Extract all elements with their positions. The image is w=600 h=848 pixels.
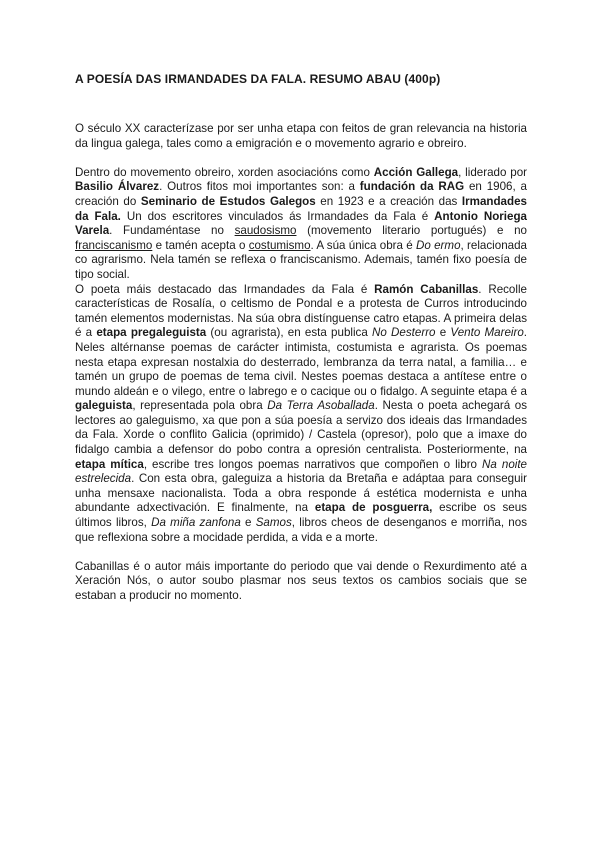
text-run: Dentro do movemento obreiro, xorden asociacións como — [75, 165, 374, 179]
underlined-term: saudosismo — [234, 224, 297, 238]
italic-title: Do ermo — [416, 238, 461, 252]
bold-term: Antonio Noriega Varela — [75, 209, 528, 238]
bold-term: Irmandades da Fala. — [75, 194, 527, 223]
text-run: Cabanillas é o autor máis importante do periodo que vai dende o Rexurdimento até a Xeración Nós, o autor soubo plasmar nos seus textos os cambios sociais que se estaban a producir no momento. — [75, 559, 527, 602]
italic-title: Da miña zanfona — [151, 516, 241, 530]
bold-term: Seminario de Estudos Galegos — [140, 194, 316, 208]
text-run: Un dos escritores vinculados ás Irmandades da Fala é — [120, 209, 435, 223]
document-title: A POESÍA DAS IRMANDADES DA FALA. RESUMO ABAU (400p) — [75, 72, 441, 86]
text-run: (movemento literario portugués) e no — [296, 224, 527, 238]
italic-title: Samos — [255, 516, 292, 530]
bold-term: galeguista — [75, 399, 133, 413]
bold-term: etapa de posguerra, — [314, 501, 433, 515]
text-run: en 1923 e a creación das — [315, 194, 462, 208]
text-run: . Recolle características de Rosalía, o celtismo de Pondal e a protesta de Curros introducindo tamén elementos modernistas. Na súa obra distínguense catro etapas. A primeira delas é a — [75, 282, 527, 340]
text-run: , representada pola obra — [132, 399, 268, 413]
paragraph-cabanillas — [75, 283, 527, 546]
underlined-term: costumismo — [248, 238, 311, 252]
bold-term: fundación da RAG — [359, 180, 465, 194]
bold-term: Acción Gallega — [373, 165, 459, 179]
text-run: . A súa única obra é — [310, 238, 416, 252]
italic-title: No Desterro — [372, 326, 436, 340]
italic-title: Da Terra Asoballada — [267, 399, 375, 413]
text-run: , liderado por — [458, 165, 528, 179]
text-run: . Nesta o poeta achegará os lectores ao galeguismo, xa que pon a súa poesía a servizo dos ideais das Irmandades da Fala. Xorde o conflito Galicia (oprimido) / Castela (opresor), polo que a imaxe do fidalgo cambia a defensor do pobo contra a opresión centralista. Posteriormente, na — [75, 399, 527, 457]
italic-title: Na noite estrelecida — [75, 457, 528, 486]
italic-title: Vento Mareiro — [450, 326, 524, 340]
paragraph-movemento — [75, 166, 527, 283]
text-run: , libros cheos de desenganos e morriña, nos que reflexiona sobre a mocidade perdida, a vida e a morte. — [75, 516, 528, 544]
text-run: . Con esta obra, galeguiza a historia da Bretaña e adáptaa para conseguir unha mensaxe nacionalista. Toda a obra responde á estética modernista e unha abundante adxectivación. E finalmente, na — [75, 472, 527, 515]
text-run: , relacionada co agrarismo. Nela tamén se reflexa o franciscanismo. Ademais, tamén fixo poesía de tipo social. — [75, 238, 527, 281]
paragraph-intro — [75, 122, 527, 151]
document-page — [75, 70, 527, 604]
text-run: (ou agrarista), en esta publica — [206, 326, 373, 340]
text-run: . Neles altérnanse poemas de carácter intimista, costumista e agrarista. Os poemas nesta etapa expresan nostalxia do desterrado, lembranza da terra natal, a familia… e tamén un grupo de poemas de tema civil. Nestes poemas destaca a antítese entre o mundo aldeán e o vilego, entre o labrego e o cacique ou o fidalgo. A seguinte etapa é a — [75, 326, 528, 398]
bold-term: etapa mítica — [75, 457, 144, 471]
bold-term: etapa pregaleguista — [96, 326, 207, 340]
text-run: O século XX caracterízase por ser unha etapa con feitos de gran relevancia na historia da lingua galega, tales como a emigración e o movemento agrario e obreiro. — [75, 122, 527, 150]
text-run: . Outros fitos moi importantes son: a — [159, 180, 360, 194]
text-run: e — [435, 326, 451, 340]
text-run: escribe os seus últimos libros, — [75, 501, 527, 530]
text-run: . Fundaméntase no — [109, 224, 235, 238]
paragraph-conclusion — [75, 560, 527, 604]
text-run: en 1906, a creación do — [75, 180, 527, 208]
text-run: e tamén acepta o — [152, 238, 249, 252]
text-run: O poeta máis destacado das Irmandades da Fala é — [75, 282, 375, 296]
text-run: e — [240, 516, 256, 530]
underlined-term: franciscanismo — [75, 238, 153, 252]
bold-term: Ramón Cabanillas — [374, 282, 479, 296]
text-run: , escribe tres longos poemas narrativos que compoñen o libro — [143, 457, 483, 471]
bold-term: Basilio Álvarez — [75, 180, 160, 194]
